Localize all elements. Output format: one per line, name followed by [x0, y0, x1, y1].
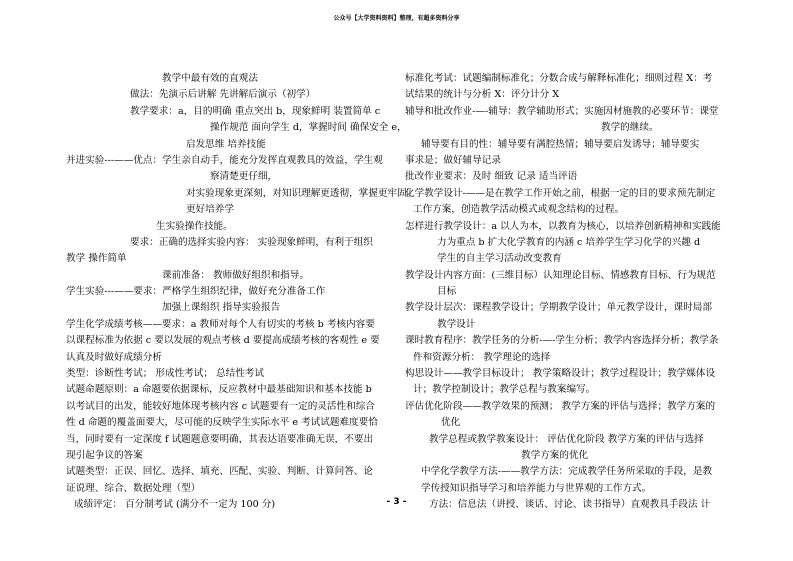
text-line: 学生化学成绩考核——要求：a 教师对每个人有切实的考核 b 考核内容要	[66, 318, 375, 330]
text-line: 件和资源分析： 教学理论的选择	[413, 351, 551, 363]
text-line: 并进实验---——优点：学生亲自动手，能充分发挥直观教具的效益，学生观	[66, 154, 383, 166]
text-line: 教学总程或教学教案设计： 评估优化阶段 教学方案的评估与选择	[429, 433, 704, 445]
text-line: 辅导和批改作业-—-辅导：教学辅助形式；实施因材施教的必要环节：课堂	[405, 105, 719, 117]
text-line: 评估优化阶段——教学效果的预测； 教学方案的评估与选择；教学方案的	[405, 400, 716, 412]
text-line: 试结果的统计与分析 X：评分计分 X	[405, 89, 560, 101]
text-line: 学传授知识指导学习和培养能力与世界观的工作方式。	[421, 482, 652, 494]
text-line: 怎样进行教学设计：a 以人为本，以教育为核心，以培养创新精神和实践能	[405, 220, 721, 232]
text-line: 化学教学设计-——是在教学工作开始之前，根据一定的目的要求预先制定	[405, 187, 716, 199]
text-line: 力为重点 b 扩大化学教育的内涵 c 培养学生学习化学的兴趣 d	[437, 236, 701, 248]
text-line: 教学设计	[437, 318, 476, 330]
left-column	[66, 71, 417, 514]
text-line: 辅导要有目的性：辅导要有满腔热情；辅导要启发诱导；辅导要实	[421, 138, 700, 150]
text-line: 以课程标准为依据 c 要以发展的观点考核 d 要提高成绩考核的客观性 e 要	[66, 335, 380, 347]
text-line: 学生的自主学习活动改变教育	[437, 253, 562, 265]
text-line: 现引起争议的答案	[66, 449, 143, 461]
text-line: 证说理、综合、数据处理（型）	[66, 482, 201, 494]
text-line: 性 d 命题的覆盖面要大，尽可能的反映学生实际水平 e 考试试题难度要恰	[66, 417, 378, 429]
page-header: 公众号【大学资料资料】整理，有超多资料分享	[333, 15, 460, 22]
text-line: 课时教育程序：教学任务的分析-—-学生分析；教学内容选择分析；教学条	[405, 335, 719, 347]
text-line: 目标	[437, 286, 457, 298]
text-line: 试题类型：正误、回忆、选择、填充、匹配、实验、判断、计算问答、论	[66, 466, 373, 478]
text-line: 以考试目的出发，能较好地体现考核内容 c 试题要有一定的灵活性和综合	[66, 400, 375, 412]
text-line: 更好培养学	[186, 204, 234, 216]
text-line: 当，同时要有一定深度 f 试题题意要明确，其表达语要准确无误，不要出	[66, 433, 374, 445]
right-column	[405, 71, 731, 514]
text-line: 成绩评定： 百分制考试 (满分不一定为 100 分)	[74, 499, 276, 511]
text-line: 教学 操作简单	[66, 253, 127, 265]
text-line: 中学化学教学方法-——教学方法：完成教学任务所采取的手段，是教	[421, 466, 713, 478]
text-line: 工作方案，创造教学活动模式或观念结构的过程。	[413, 204, 625, 216]
text-line: 认真及时做好成绩分析	[66, 351, 162, 363]
text-line: 要求：正确的选择实验内容： 实验现象鲜明，有利于组织	[130, 236, 373, 248]
text-line: 对实验现象更深刻，对知识理解更透彻，掌握更牢固。	[186, 187, 417, 199]
text-line: 教学设计内容方面：(三维目标）认知理论目标、情感教育目标、行为规范	[405, 269, 716, 281]
text-line: 批改作业要求：及时 细致 记录 适当评语	[405, 171, 578, 183]
text-line: 试题命题原则：a 命题要依据课标，反应教材中最基础知识和基本技能 b	[66, 384, 372, 396]
text-line: 察清楚更仔细，	[210, 171, 278, 183]
text-line: 事求是；做好辅导记录	[405, 154, 501, 166]
text-line: 生实验操作技能。	[156, 220, 233, 232]
page-number: - 3 -	[386, 497, 407, 507]
text-line: 类型：诊断性考试； 形成性考试； 总结性考试	[66, 368, 264, 380]
text-line: 教学方案的优化	[521, 449, 589, 461]
text-line: 做法：先演示后讲解 先讲解后演示（初学）	[130, 89, 316, 101]
text-line: 加强上课组织 指导实验报告	[162, 302, 281, 314]
text-line: 优化	[441, 417, 461, 429]
text-line: 标准化考试：试题编制标准化；分数合成与解释标准化；细则过程 X：考	[405, 73, 713, 84]
text-line: 学生实验---——要求：严格学生组织纪律，做好充分准备工作	[66, 286, 326, 298]
text-line: 教学设计层次：课程教学设计；学期教学设计；单元教学设计，课时局部	[405, 302, 712, 314]
text-line: 计；教学控制设计；教学总程与教案编写。	[413, 384, 596, 396]
text-line: 课前准备： 教师做好组织和指导。	[162, 269, 309, 281]
text-line: 教学的继续。	[601, 122, 659, 134]
text-line: 教学要求：a，目的明确 重点突出 b，现象鲜明 装置简单 c	[130, 105, 381, 117]
text-line: 启发思维 培养技能	[186, 138, 266, 150]
text-line: 教学中最有效的直观法	[162, 73, 258, 84]
text-line: 方法：信息法（讲授、谈话、讨论、读书指导）直观教具手段法 计	[429, 499, 711, 511]
text-line: 构思设计——教学目标设计； 教学策略设计；教学过程设计；教学媒体设	[405, 368, 716, 380]
text-line: 操作规范 面向学生 d，掌握时间 确保安全 e，	[210, 122, 407, 134]
